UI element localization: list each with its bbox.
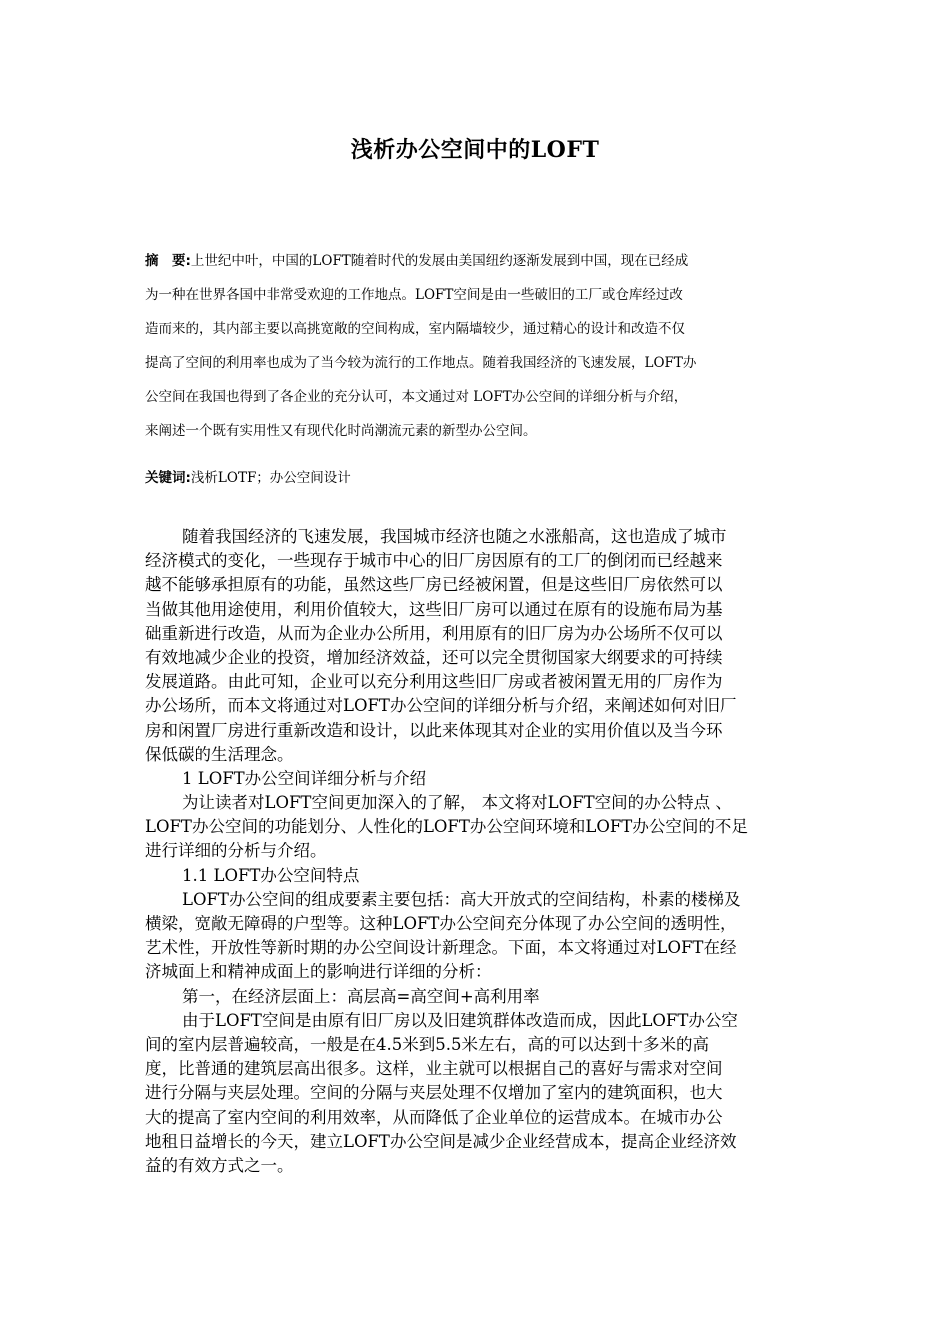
- body-line: 为让读者对LOFT空间更加深入的了解， 本文将对LOFT空间的办公特点 、: [182, 793, 732, 813]
- abstract-line: 为一种在世界各国中非常受欢迎的工作地点。LOFT空间是由一些破旧的工厂或仓库经过改: [145, 287, 683, 303]
- page-title: 浅析办公空间中的LOFT: [350, 137, 600, 163]
- body-line: 益的有效方式之一。: [145, 1155, 294, 1175]
- abstract-section: [145, 244, 813, 448]
- body-line: 间的室内层普遍较高，一般是在4.5米到5.5米左右，高的可以达到十多米的高: [145, 1034, 709, 1054]
- abstract-label: 摘 要:: [145, 253, 191, 269]
- keywords-label: 关键词:: [145, 470, 191, 486]
- abstract-text: 上世纪中叶，中国的LOFT随着时代的发展由美国纽约逐渐发展到中国，现在已经成: [190, 253, 689, 269]
- keywords-text: 浅析LOTF；办公空间设计: [190, 470, 351, 486]
- keywords-section: [145, 466, 813, 490]
- body-line: 横梁，宽敞无障碍的户型等。这种LOFT办公空间充分体现了办公空间的透明性，: [145, 914, 737, 933]
- body-line: 办公场所，而本文将通过对LOFT办公空间的详细分析与介绍，来阐述如何对旧厂: [145, 696, 737, 716]
- body-line: 础重新进行改造，从而为企业办公所用，利用原有的旧厂房为办公场所不仅可以: [145, 623, 723, 643]
- body-line: 发展道路。由此可知，企业可以充分利用这些旧厂房或者被闲置无用的厂房作为: [145, 672, 723, 692]
- body-line: 地租日益增长的今天，建立LOFT办公空间是减少企业经营成本，提高企业经济效: [145, 1131, 737, 1151]
- body-line: 进行分隔与夹层处理。空间的分隔与夹层处理不仅增加了室内的建筑面积，也大: [145, 1083, 723, 1103]
- body-line: 济城面上和精神成面上的影响进行详细的分析：: [145, 962, 492, 982]
- body-line: 有效地减少企业的投资，增加经济效益，还可以完全贯彻国家大纲要求的可持续: [145, 647, 723, 667]
- subsection-heading: 1.1 LOFT办公空间特点: [182, 865, 360, 885]
- abstract-line: 公空间在我国也得到了各企业的充分认可，本文通过对 LOFT办公空间的详细分析与介绍，: [145, 389, 688, 405]
- body-line: 房和闲置厂房进行重新改造和设计，以此来体现其对企业的实用价值以及当今环: [145, 720, 723, 740]
- abstract-line: 造而来的，其内部主要以高挑宽敞的空间构成，室内隔墙较少，通过精心的设计和改造不仅: [145, 321, 685, 337]
- body-line: 当做其他用途使用，利用价值较大，这些旧厂房可以通过在原有的设施布局为基: [145, 599, 723, 619]
- abstract-line: 提高了空间的利用率也成为了当今较为流行的工作地点。随着我国经济的飞速发展，LOFT办: [145, 355, 697, 371]
- body-line: 由于LOFT空间是由原有旧厂房以及旧建筑群体改造而成，因此LOFT办公空: [182, 1010, 738, 1030]
- body-line: LOFT办公空间的组成要素主要包括：高大开放式的空间结构，朴素的楼梯及: [182, 889, 741, 909]
- body-line: 艺术性，开放性等新时期的办公空间设计新理念。下面，本文将通过对LOFT在经: [145, 938, 737, 958]
- body-text: [145, 525, 813, 1178]
- body-line: 随着我国经济的飞速发展，我国城市经济也随之水涨船高，这也造成了城市: [182, 527, 727, 546]
- body-line: 大的提高了室内空间的利用效率，从而降低了企业单位的运营成本。在城市办公: [145, 1107, 723, 1127]
- body-line: 进行详细的分析与介绍。: [145, 841, 327, 861]
- body-line: 经济模式的变化，一些现存于城市中心的旧厂房因原有的工厂的倒闭而已经越来: [145, 551, 723, 571]
- abstract-line: 来阐述一个既有实用性又有现代化时尚潮流元素的新型办公空间。: [145, 423, 537, 439]
- abstract-line: [145, 244, 813, 278]
- body-line: 越不能够承担原有的功能，虽然这些厂房已经被闲置，但是这些旧厂房依然可以: [145, 575, 723, 595]
- body-line: 度，比普通的建筑层高出很多。这样，业主就可以根据自己的喜好与需求对空间: [145, 1059, 723, 1079]
- body-line: LOFT办公空间的功能划分、人性化的LOFT办公空间环境和LOFT办公空间的不足: [145, 817, 748, 837]
- section-heading: 1 LOFT办公空间详细分析与介绍: [182, 768, 427, 788]
- body-line: 第一，在经济层面上：高层高=高空间+高利用率: [182, 986, 540, 1006]
- body-line: 保低碳的生活理念。: [145, 744, 294, 764]
